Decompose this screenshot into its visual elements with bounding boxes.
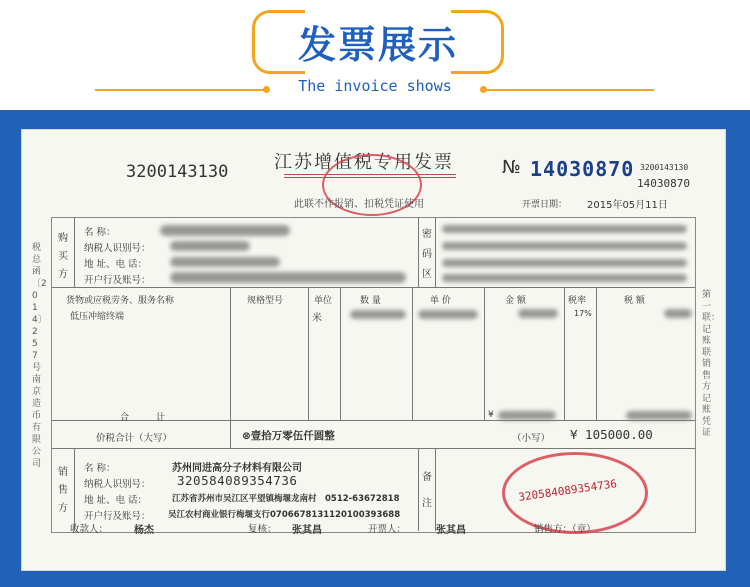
- total-label: 合 计: [120, 413, 166, 423]
- seller-address: 江苏省苏州市吴江区平望镇梅堰龙南村 0512-63672818: [172, 494, 400, 504]
- page-header: [0, 0, 750, 110]
- side-text-right: 第一联：记账联 销售方记账凭证: [702, 290, 721, 438]
- buyer-taxid-label: 纳税人识别号：: [84, 243, 151, 254]
- buyer-info-redacted: [170, 272, 406, 283]
- grand-total-label: 价税合计（大写）: [96, 433, 173, 444]
- item-name: 低压冲缩终端: [70, 312, 125, 322]
- grand-total-chinese: ⊗壹拾万零伍仟圆整: [242, 430, 335, 442]
- total-tax-redacted: [626, 411, 692, 420]
- col-line-unit: [308, 287, 309, 420]
- grand-total-number: ¥ 105000.00: [570, 427, 653, 442]
- col-header-tax: 税 额: [624, 296, 645, 306]
- reviewer-label: 复核：: [248, 524, 277, 535]
- drawer-name: 张其昌: [436, 525, 466, 536]
- invoice-number-small: 14030870: [637, 177, 690, 190]
- col-header-qty: 数 量: [360, 296, 381, 306]
- col-line-taxrate: [564, 287, 565, 420]
- col-line-amount: [484, 287, 485, 420]
- invoice-paper: [22, 130, 725, 570]
- col-line-tax: [596, 287, 597, 420]
- page-subtitle: The invoice shows: [298, 77, 452, 95]
- payee-name: 杨杰: [134, 525, 154, 536]
- col-line-remarks-left: [418, 448, 419, 531]
- issue-date-label: 开票日期：: [522, 200, 568, 210]
- col-line-price: [412, 287, 413, 420]
- buyer-info-redacted: [170, 257, 280, 267]
- buyer-name-label: 名 称：: [84, 227, 116, 238]
- cipher-area-label: 密码区: [422, 229, 432, 280]
- item-tax-redacted: [664, 309, 692, 318]
- col-line-remarks-right: [435, 448, 436, 531]
- item-price-redacted: [418, 310, 478, 319]
- col-line-grand-label: [230, 420, 231, 448]
- invoice-code: 3200143130: [126, 162, 229, 182]
- cipher-redacted: [442, 274, 687, 282]
- item-taxrate: 17%: [574, 309, 592, 318]
- col-header-taxrate: 税率: [568, 296, 587, 306]
- seller-bank-label: 开户行及账号：: [84, 511, 151, 522]
- col-line-buyer-label: [74, 217, 75, 287]
- seller-sign-label: 销售方：（章）: [534, 524, 596, 535]
- payee-label: 收款人：: [70, 524, 109, 535]
- company-stamp-number: 320584089354736: [517, 477, 618, 504]
- item-amount-redacted: [518, 309, 558, 318]
- subtitle-dot-right: [480, 86, 487, 93]
- col-line-seller-label: [74, 448, 75, 531]
- total-amount-redacted: [498, 411, 556, 420]
- invoice-code-small: 3200143130: [640, 163, 689, 172]
- reviewer-name: 张其昌: [292, 525, 322, 536]
- col-header-price: 单 价: [430, 296, 451, 306]
- item-unit: 米: [312, 313, 322, 324]
- seller-address-label: 地 址、电 话：: [84, 495, 148, 506]
- subtitle-line-right: [484, 89, 654, 91]
- col-header-goods: 货物或应税劳务、服务名称: [66, 296, 175, 306]
- seller-name-label: 名 称：: [84, 463, 116, 474]
- remarks-label: 备注: [422, 472, 432, 509]
- item-qty-redacted: [350, 310, 406, 319]
- col-header-spec: 规格型号: [247, 296, 284, 306]
- invoice-title: 江苏增值税专用发票: [274, 152, 454, 173]
- seller-bank: 吴江农村商业银行梅堰支行0706678131120100393688: [168, 510, 401, 520]
- grand-total-small-label: （小写）: [512, 433, 551, 444]
- col-line-spec: [230, 287, 231, 420]
- page-title: 发票展示: [297, 23, 458, 67]
- row-line-grand: [51, 448, 695, 449]
- invoice-note: 此联不作报销、扣税凭证使用: [294, 199, 424, 210]
- row-line-buyer: [51, 287, 695, 288]
- invoice-number-symbol: №: [502, 157, 521, 178]
- buyer-section-label: 购买方: [58, 233, 68, 280]
- col-line-cipher-right: [435, 217, 436, 287]
- buyer-bank-label: 开户行及账号：: [84, 275, 151, 286]
- seller-taxid-label: 纳税人识别号：: [84, 479, 151, 490]
- issue-date: 2015年05月11日: [587, 200, 668, 211]
- col-line-qty: [340, 287, 341, 420]
- seller-taxid: 320584089354736: [177, 473, 298, 488]
- cipher-redacted: [442, 259, 687, 267]
- buyer-info-redacted: [160, 225, 290, 236]
- buyer-info-redacted: [170, 241, 250, 251]
- invoice-number: 14030870: [530, 157, 635, 181]
- cipher-redacted: [442, 242, 687, 250]
- buyer-address-label: 地 址、电 话：: [84, 259, 148, 270]
- cipher-redacted: [442, 225, 687, 233]
- seller-name: 苏州同进高分子材料有限公司: [172, 463, 302, 474]
- col-header-unit: 单位: [314, 296, 333, 306]
- drawer-label: 开票人：: [368, 524, 407, 535]
- total-amount-prefix: ¥: [488, 410, 494, 420]
- seller-section-label: 销售方: [58, 467, 68, 514]
- col-line-cipher-left: [418, 217, 419, 287]
- side-text-left: 税总函〔2014〕257号南京造币有限公司: [32, 243, 47, 469]
- subtitle-line-left: [95, 89, 265, 91]
- col-header-amount: 金 额: [505, 296, 526, 306]
